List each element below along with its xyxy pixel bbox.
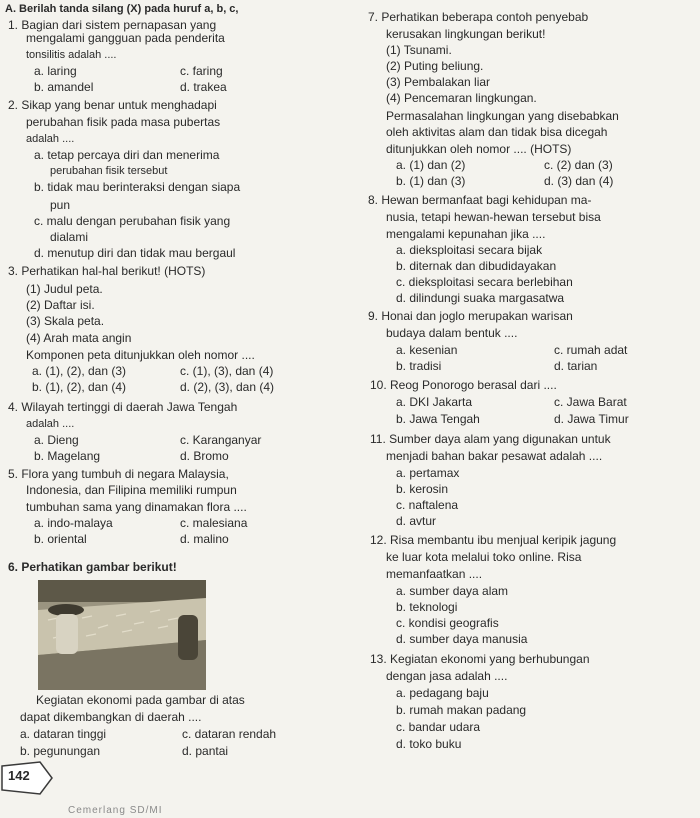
q2-opt-a1[interactable]: a. tetap percaya diri dan menerima [34,148,220,162]
q7-line1: 7. Perhatikan beberapa contoh penyebab [368,10,589,24]
q11-line1: 11. Sumber daya alam yang digunakan untuk [370,432,611,446]
q2-opt-a2: perubahan fisik tersebut [50,165,168,177]
q12-line2: ke luar kota melalui toko online. Risa [386,550,582,564]
q1-opt-c[interactable]: c. faring [180,64,223,78]
q7-item1: (1) Tsunami. [386,43,452,57]
q1-line1: 1. Bagian dari sistem pernapasan yang [8,18,217,32]
q9-opt-d[interactable]: d. tarian [554,359,598,373]
running-title: Cemerlang SD/MI [68,805,163,816]
q12-opt-a[interactable]: a. sumber daya alam [396,584,509,598]
section-title: A. Berilah tanda silang (X) pada huruf a, b, c, [5,3,239,15]
q6-opt-a[interactable]: a. dataran tinggi [20,727,107,741]
q12-opt-d[interactable]: d. sumber daya manusia [396,632,528,646]
q8-opt-c[interactable]: c. dieksploitasi secara berlebihan [396,275,573,289]
q3-opt-b[interactable]: b. (1), (2), dan (4) [32,380,127,394]
q2-opt-b2: pun [50,198,71,212]
q13-line1: 13. Kegiatan ekonomi yang berhubungan [370,652,590,666]
q13-opt-c[interactable]: c. bandar udara [396,720,481,734]
q7-line4: oleh aktivitas alam dan tidak bisa dicegah [386,125,608,139]
fish-drying-photo-art [38,580,206,690]
q13-opt-a[interactable]: a. pedagang baju [396,686,489,700]
q1-line3: tonsilitis adalah .... [26,49,117,61]
q11-opt-c[interactable]: c. naftalena [396,498,459,512]
q2-line3: adalah .... [26,133,75,145]
q11-opt-d[interactable]: d. avtur [396,514,437,528]
q4-line1: 4. Wilayah tertinggi di daerah Jawa Tengah [8,400,238,414]
q5-line1: 5. Flora yang tumbuh di negara Malaysia, [8,467,229,481]
q12-line1: 12. Risa membantu ibu menjual keripik jagung [370,533,617,547]
q2-opt-c1[interactable]: c. malu dengan perubahan fisik yang [34,214,231,228]
q2-opt-d[interactable]: d. menutup diri dan tidak mau bergaul [34,246,236,260]
q7-opt-d[interactable]: d. (3) dan (4) [544,174,614,188]
q4-opt-b[interactable]: b. Magelang [34,449,101,463]
q1-opt-b[interactable]: b. amandel [34,80,94,94]
q4-line2: adalah .... [26,418,75,430]
q6-line2: Kegiatan ekonomi pada gambar di atas [36,693,245,707]
q3-item3: (3) Skala peta. [26,314,105,328]
q7-item3: (3) Pembalakan liar [386,75,491,89]
q13-opt-b[interactable]: b. rumah makan padang [396,703,527,717]
q7-opt-b[interactable]: b. (1) dan (3) [396,174,466,188]
q8-line2: nusia, tetapi hewan-hewan tersebut bisa [386,210,601,224]
q3-item1: (1) Judul peta. [26,282,103,296]
q5-opt-c[interactable]: c. malesiana [180,516,248,530]
q6-line1: 6. Perhatikan gambar berikut! [8,560,177,574]
fish-drying-photo [38,580,206,690]
q6-opt-b[interactable]: b. pegunungan [20,744,101,758]
q5-opt-b[interactable]: b. oriental [34,532,87,546]
q4-opt-a[interactable]: a. Dieng [34,433,79,447]
q9-opt-c[interactable]: c. rumah adat [554,343,628,357]
q3-line1: 3. Perhatikan hal-hal berikut! (HOTS) [8,264,206,278]
q4-opt-c[interactable]: c. Karanganyar [180,433,262,447]
q12-opt-b[interactable]: b. teknologi [396,600,458,614]
q7-opt-c[interactable]: c. (2) dan (3) [544,158,613,172]
q7-line2: kerusakan lingkungan berikut! [386,27,546,41]
q3-item4: (4) Arah mata angin [26,331,132,345]
q9-line1: 9. Honai dan joglo merupakan warisan [368,309,573,323]
q1-opt-a[interactable]: a. laring [34,64,77,78]
q7-item4: (4) Pencemaran lingkungan. [386,91,537,105]
q3-opt-d[interactable]: d. (2), (3), dan (4) [180,380,275,394]
q12-opt-c[interactable]: c. kondisi geografis [396,616,499,630]
q5-line2: Indonesia, dan Filipina memiliki rumpun [26,483,237,497]
q2-opt-b1[interactable]: b. tidak mau berinteraksi dengan siapa [34,180,241,194]
q9-opt-a[interactable]: a. kesenian [396,343,458,357]
q13-line2: dengan jasa adalah .... [386,669,508,683]
q6-opt-d[interactable]: d. pantai [182,744,229,758]
q10-opt-b[interactable]: b. Jawa Tengah [396,412,480,426]
q10-opt-c[interactable]: c. Jawa Barat [554,395,627,409]
q12-line3: memanfaatkan .... [386,567,483,581]
q6-opt-c[interactable]: c. dataran rendah [182,727,277,741]
q2-line1: 2. Sikap yang benar untuk menghadapi [8,98,217,112]
q2-line2: perubahan fisik pada masa pubertas [26,115,221,129]
q2-opt-c2: dialami [50,230,89,244]
q10-opt-a[interactable]: a. DKI Jakarta [396,395,473,409]
q3-opt-a[interactable]: a. (1), (2), dan (3) [32,364,127,378]
q10-opt-d[interactable]: d. Jawa Timur [554,412,629,426]
q8-line3: mengalami kepunahan jika .... [386,227,546,241]
q1-opt-d[interactable]: d. trakea [180,80,227,94]
q8-opt-b[interactable]: b. diternak dan dibudidayakan [396,259,557,273]
q8-opt-d[interactable]: d. dilindungi suaka margasatwa [396,291,565,305]
q7-opt-a[interactable]: a. (1) dan (2) [396,158,466,172]
q11-opt-b[interactable]: b. kerosin [396,482,449,496]
page-number: 142 [8,768,30,783]
q6-line3: dapat dikembangkan di daerah .... [20,710,202,724]
q9-line2: budaya dalam bentuk .... [386,326,518,340]
q7-line5: ditunjukkan oleh nomor .... (HOTS) [386,142,572,156]
q5-opt-a[interactable]: a. indo-malaya [34,516,113,530]
q9-opt-b[interactable]: b. tradisi [396,359,442,373]
q13-opt-d[interactable]: d. toko buku [396,737,462,751]
q3-opt-c[interactable]: c. (1), (3), dan (4) [180,364,274,378]
q8-opt-a[interactable]: a. dieksploitasi secara bijak [396,243,543,257]
q7-line3: Permasalahan lingkungan yang disebabkan [386,109,619,123]
q11-line2: menjadi bahan bakar pesawat adalah .... [386,449,603,463]
q5-opt-d[interactable]: d. malino [180,532,229,546]
q8-line1: 8. Hewan bermanfaat bagi kehidupan ma- [368,193,592,207]
q11-opt-a[interactable]: a. pertamax [396,466,460,480]
q10-line1: 10. Reog Ponorogo berasal dari .... [370,378,557,392]
q1-line2: mengalami gangguan pada penderita [26,31,225,45]
q4-opt-d[interactable]: d. Bromo [180,449,229,463]
q3-item2: (2) Daftar isi. [26,298,95,312]
q5-line3: tumbuhan sama yang dinamakan flora .... [26,500,247,514]
q3-line2: Komponen peta ditunjukkan oleh nomor .... [26,348,255,362]
q7-item2: (2) Puting beliung. [386,59,484,73]
